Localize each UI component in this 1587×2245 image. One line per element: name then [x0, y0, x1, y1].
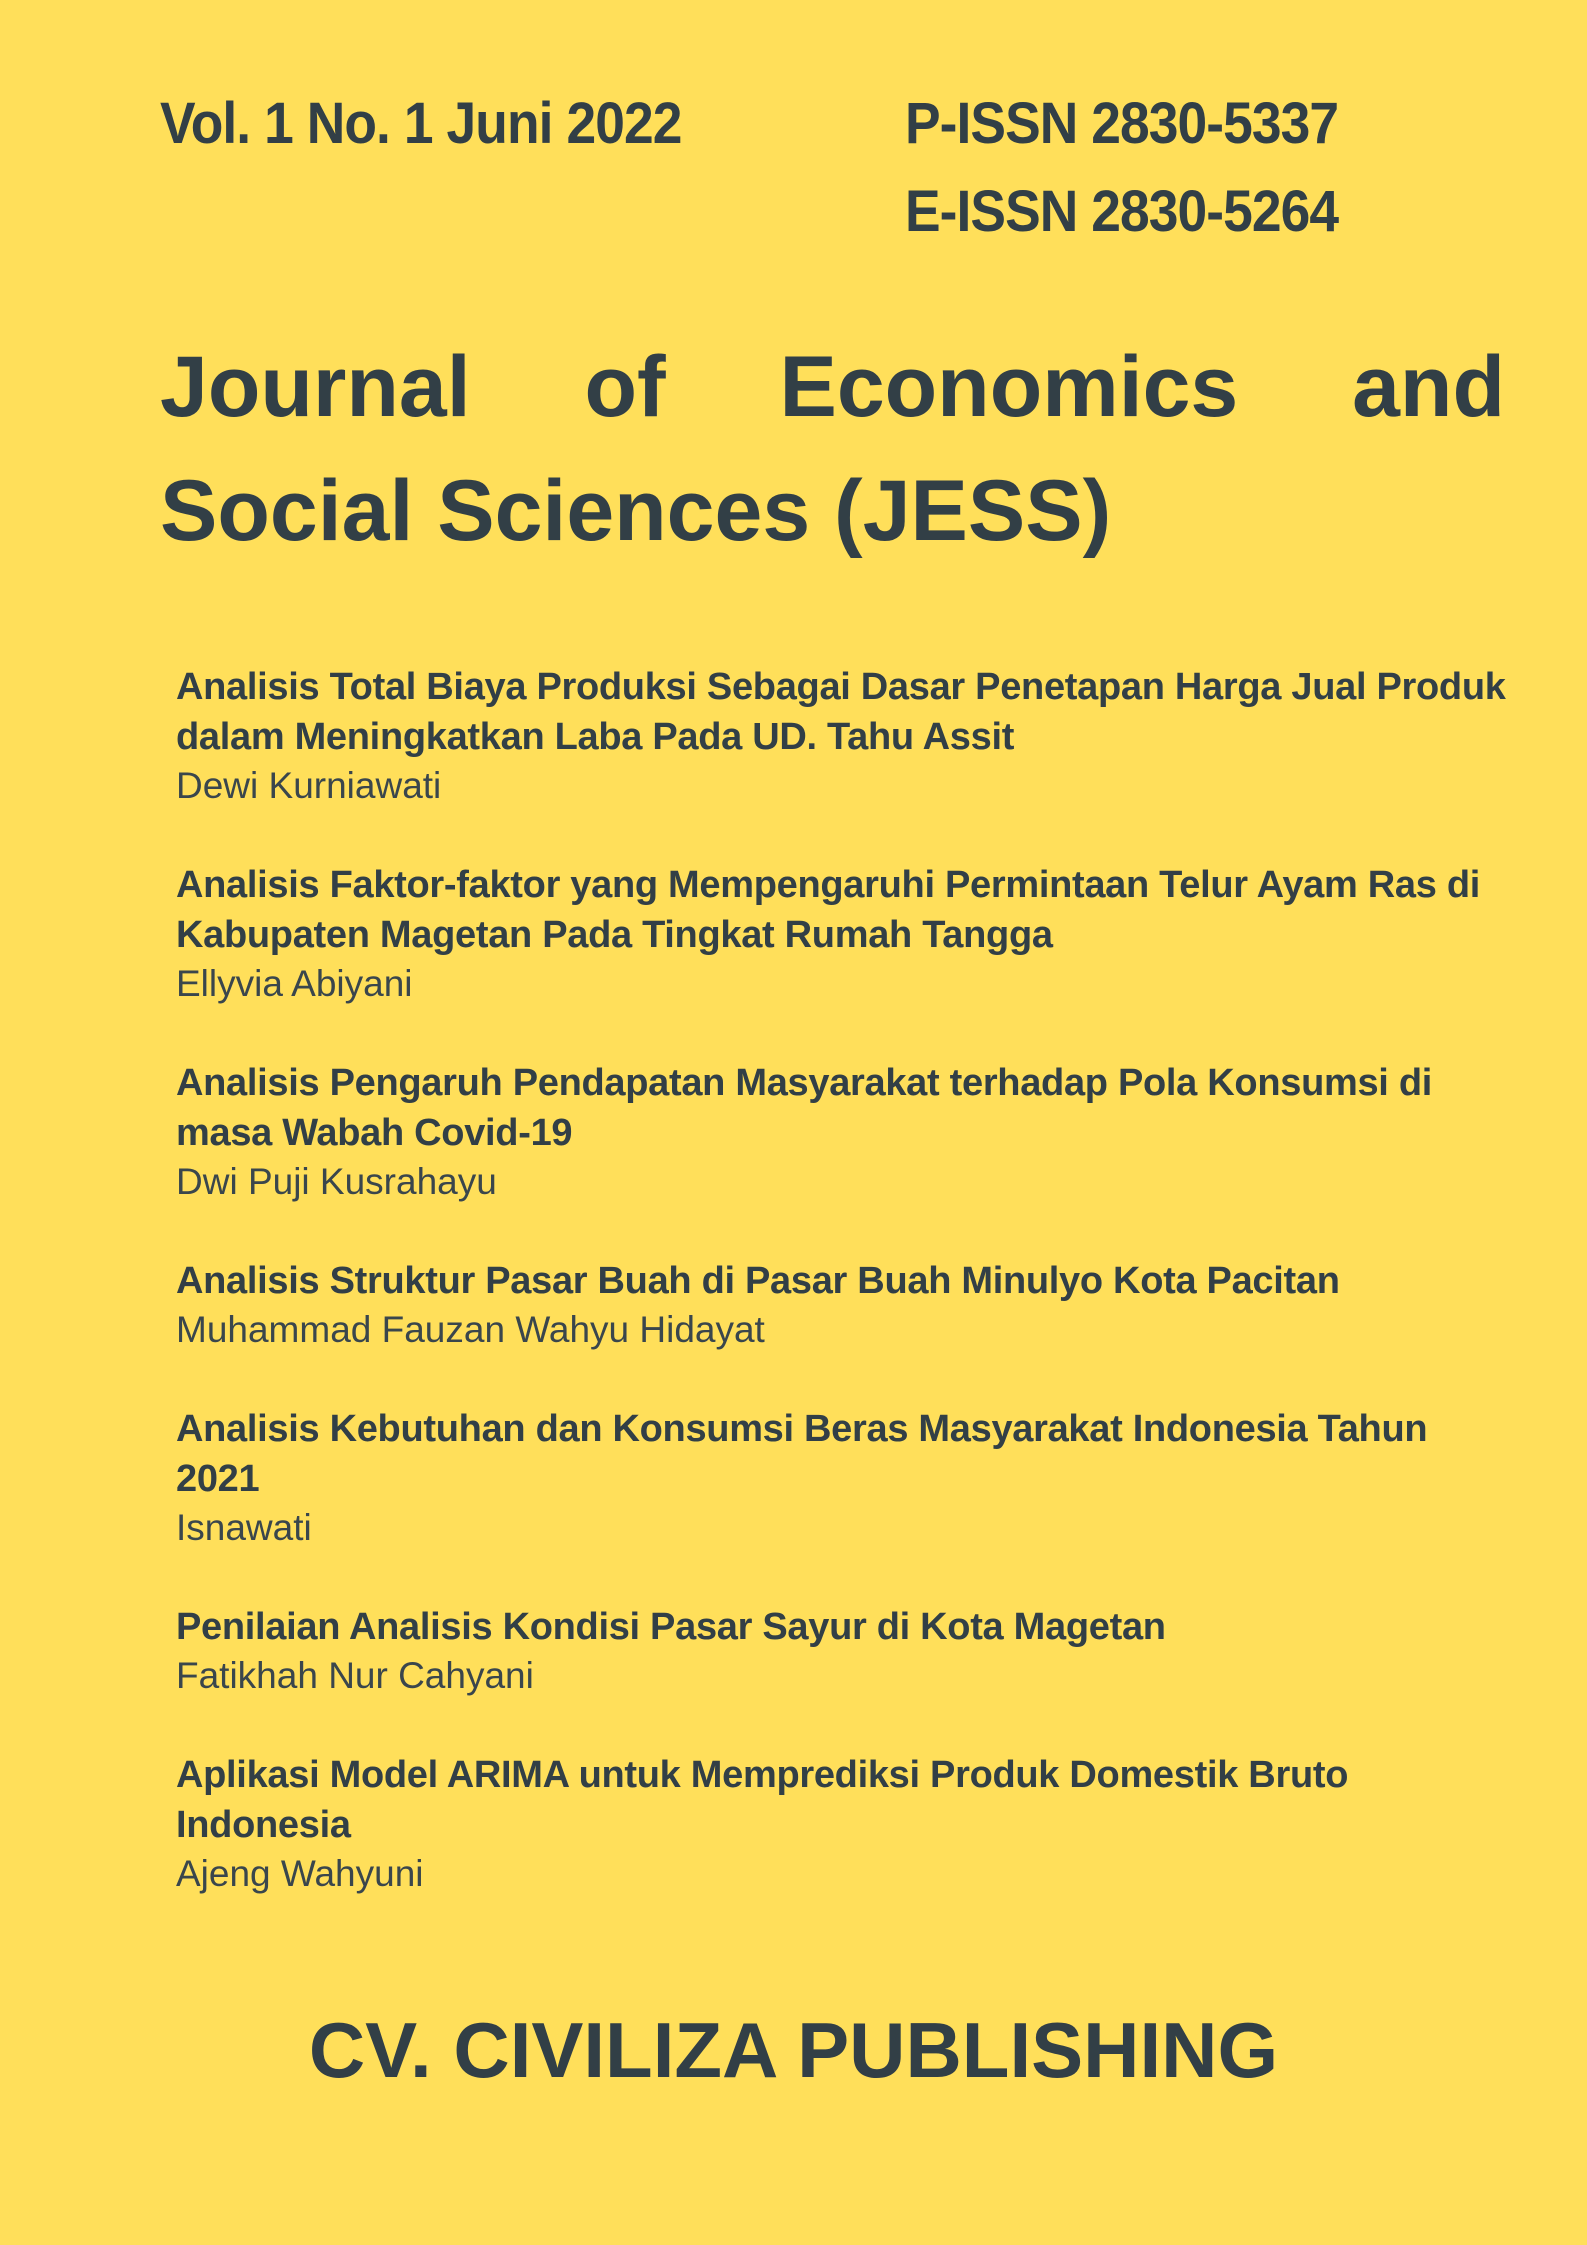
e-issn: E-ISSN 2830-5264: [905, 179, 1339, 244]
journal-title-word: and: [1352, 339, 1505, 435]
article-author: Ellyvia Abiyani: [176, 963, 413, 1004]
issn-block: [905, 80, 1376, 256]
journal-title: [160, 325, 1505, 573]
article-item: [176, 1404, 1516, 1552]
article-title: Analisis Total Biaya Produksi Sebagai Dasar Penetapan Harga Jual Produk dalam Meningkatkan Laba Pada UD. Tahu Assit: [176, 666, 1506, 758]
journal-title-line1: [160, 325, 1505, 449]
article-list: [176, 662, 1516, 1948]
article-title: Analisis Pengaruh Pendapatan Masyarakat terhadap Pola Konsumsi di masa Wabah Covid-19: [176, 1062, 1432, 1154]
article-item: [176, 1750, 1516, 1898]
p-issn: P-ISSN 2830-5337: [905, 91, 1339, 156]
publisher-name: CV. CIVILIZA PUBLISHING: [308, 2006, 1279, 2094]
article-item: [176, 662, 1516, 810]
journal-title-word: Economics: [779, 339, 1239, 435]
article-author: Muhammad Fauzan Wahyu Hidayat: [176, 1309, 765, 1350]
journal-title-word: of: [584, 339, 666, 435]
article-title: Analisis Kebutuhan dan Konsumsi Beras Masyarakat Indonesia Tahun 2021: [176, 1408, 1428, 1500]
article-title: Analisis Struktur Pasar Buah di Pasar Buah Minulyo Kota Pacitan: [176, 1260, 1340, 1302]
article-title: Analisis Faktor-faktor yang Mempengaruhi Permintaan Telur Ayam Ras di Kabupaten Magetan Pada Tingkat Rumah Tangga: [176, 864, 1480, 956]
article-item: [176, 1058, 1516, 1206]
issue-info: Vol. 1 No. 1 Juni 2022: [160, 91, 682, 156]
article-author: Isnawati: [176, 1507, 312, 1548]
article-author: Dwi Puji Kusrahayu: [176, 1161, 497, 1202]
journal-title-line2: Social Sciences (JESS): [160, 463, 1112, 559]
article-author: Dewi Kurniawati: [176, 765, 442, 806]
article-item: [176, 860, 1516, 1008]
article-author: Fatikhah Nur Cahyani: [176, 1655, 534, 1696]
article-author: Ajeng Wahyuni: [176, 1853, 424, 1894]
article-item: [176, 1602, 1516, 1700]
journal-title-word: Journal: [160, 339, 471, 435]
article-title: Penilaian Analisis Kondisi Pasar Sayur di Kota Magetan: [176, 1606, 1166, 1648]
article-item: [176, 1256, 1516, 1354]
article-title: Aplikasi Model ARIMA untuk Memprediksi Produk Domestik Bruto Indonesia: [176, 1754, 1349, 1846]
